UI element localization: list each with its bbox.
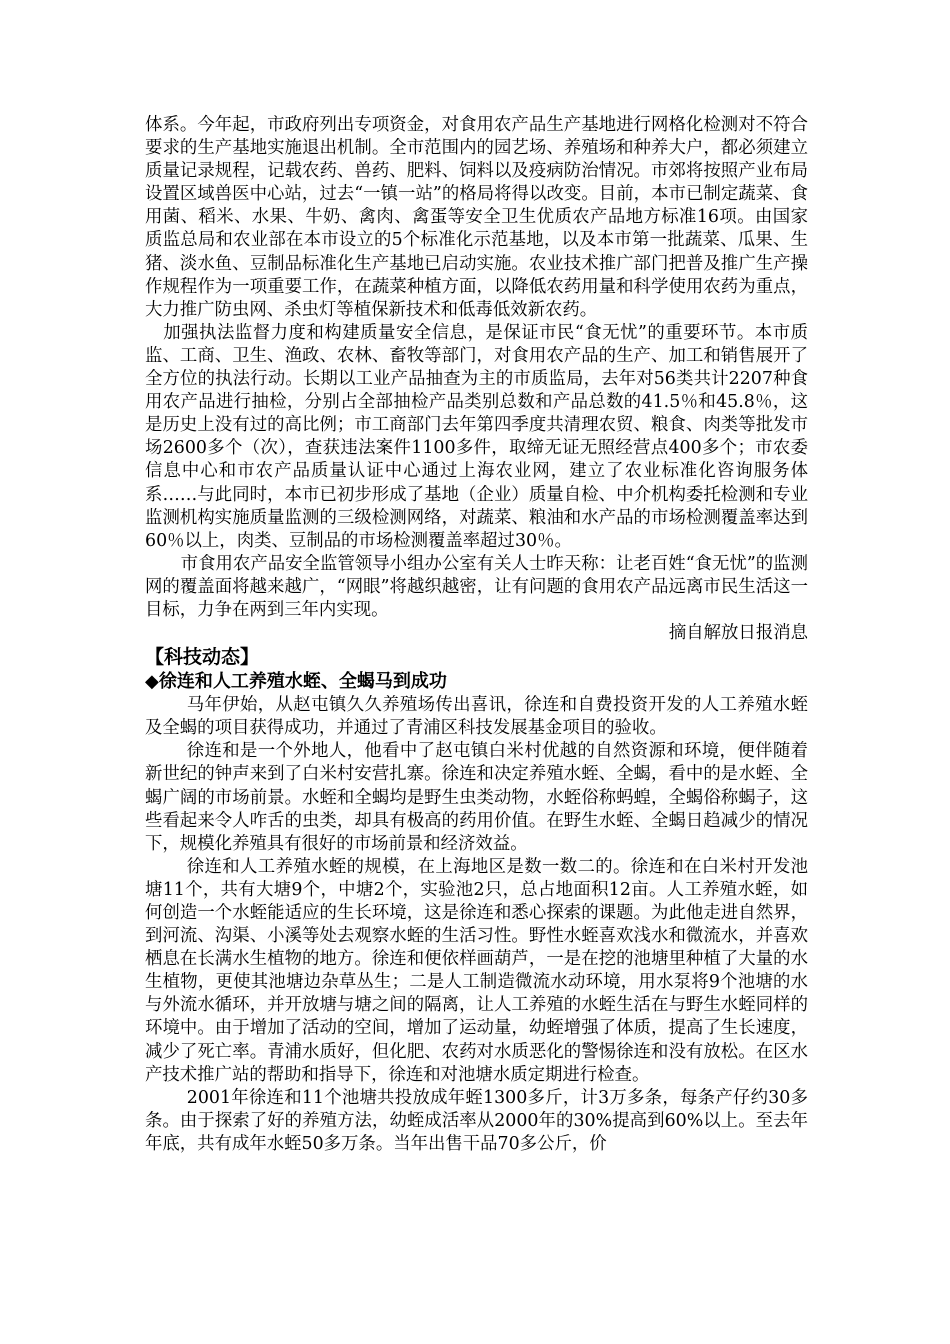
document-page [145,114,808,1156]
paragraph-monitoring-network: 市食用农产品安全监管领导小组办公室有关人士昨天称：让老百姓“食无忧”的监测网的覆盖面将越来越广，“网眼”将越织越密，让有问题的食用农产品远离市民生活这一目标，力争在两到三年内实现。 [145,553,808,620]
article-paragraph: 2001年徐连和11个池塘共投放成年蛭1300多斤，计3万多条，每条产仔约30多条。由于探索了好的养殖方法，幼蛭成活率从2000年的30%提高到60%以上。至去年年底，共有成年水蛭50多万条。当年出售干品70多公斤，价 [145,1087,808,1154]
section-title: 【科技动态】 [145,646,260,669]
article-paragraph: 徐连和是一个外地人，他看中了赵屯镇白米村优越的自然资源和环境，便伴随着新世纪的钟声来到了白米村安营扎寨。徐连和决定养殖水蛭、全蝎，看中的是水蛭、全蝎广阔的市场前景。水蛭和全蝎均是野生虫类动物，水蛭俗称蚂蝗，全蝎俗称蝎子，这些看起来令人咋舌的虫类，却具有极高的药用价值。在野生水蛭、全蝎日趋减少的情况下，规模化养殖具有很好的市场前景和经济效益。 [145,741,808,854]
article-paragraph: 徐连和人工养殖水蛭的规模，在上海地区是数一数二的。徐连和在白米村开发池塘11个，共有大塘9个，中塘2个，实验池2只，总占地面积12亩。人工养殖水蛭，如何创造一个水蛭能适应的生长环境，这是徐连和悉心探索的课题。为此他走进自然界，到河流、沟渠、小溪等处去观察水蛭的生活习性。野性水蛭喜欢浅水和微流水，并喜欢栖息在长满水生植物的地方。徐连和便依样画葫芦，一是在挖的池塘里种植了大量的水生植物，更使其池塘边杂草丛生；二是人工制造微流水动环境，用水泵将9个池塘的水与外流水循环，并开放塘与塘之间的隔离，让人工养殖的水蛭生活在与野生水蛭同样的环境中。由于增加了活动的空间，增加了运动量，幼蛭增强了体质，提高了生长速度，减少了死亡率。青浦水质好，但化肥、农药对水质恶化的警惕徐连和没有放松。在区水产技术推广站的帮助和指导下，徐连和对池塘水质定期进行检查。 [145,856,808,1085]
article-paragraph: 马年伊始，从赵屯镇久久养殖场传出喜讯，徐连和自费投资开发的人工养殖水蛭及全蝎的项目获得成功，并通过了青浦区科技发展基金项目的验收。 [145,695,808,739]
paragraph-system: 体系。今年起，市政府列出专项资金，对食用农产品生产基地进行网格化检测对不符合要求的生产基地实施退出机制。全市范围内的园艺场、养殖场和种养大户，都必须建立质量记录规程，记载农药、兽药、肥料、饲料以及疫病防治情况。市郊将按照产业布局设置区域兽医中心站，过去“一镇一站”的格局将得以改变。目前，本市已制定蔬菜、食用菌、稻米、水果、牛奶、禽肉、禽蛋等安全卫生优质农产品地方标准16项。由国家质监总局和农业部在本市设立的5个标准化示范基地，以及本市第一批蔬菜、瓜果、生猪、淡水鱼、豆制品标准化生产基地已启动实施。农业技术推广部门把普及推广生产操作规程作为一项重要工作，在蔬菜种植方面，以降低农药用量和科学使用农药为重点，大力推广防虫网、杀虫灯等植保新技术和低毒低效新农药。 [145,115,808,320]
article-title: ◆徐连和人工养殖水蛭、全蝎马到成功 [145,671,447,693]
paragraph-enforcement: 加强执法监督力度和构建质量安全信息，是保证市民“食无忧”的重要环节。本市质监、工商、卫生、渔政、农林、畜牧等部门，对食用农产品的生产、加工和销售展开了全方位的执法行动。长期以工业产品抽查为主的市质监局，去年对56类共计2207种食用农产品进行抽检，分别占全部抽检产品类别总数和产品总数的41.5％和45.8％，这是历史上没有过的高比例；市工商部门去年第四季度共清理农贸、粮食、肉类等批发市场2600多个（次），查获违法案件1100多件，取缔无证无照经营点400多个；市农委信息中心和市农产品质量认证中心通过上海农业网，建立了农业标准化咨询服务体系……与此同时，本市已初步形成了基地（企业）质量自检、中介机构委托检测和专业监测机构实施质量监测的三级检测网络，对蔬菜、粮油和水产品的市场检测覆盖率达到60％以上，肉类、豆制品的市场检测覆盖率超过30％。 [145,322,808,551]
source-note: 摘自解放日报消息 [668,623,808,644]
